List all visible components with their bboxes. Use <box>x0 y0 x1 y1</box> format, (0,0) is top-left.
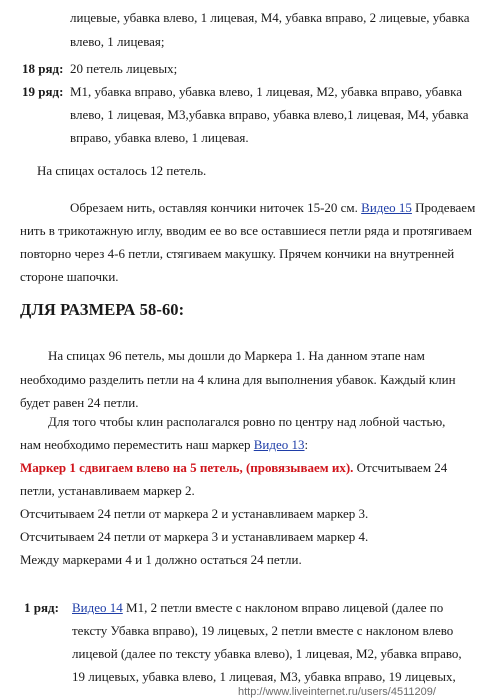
watermark-url: http://www.liveinternet.ru/users/4511209/ <box>238 686 436 698</box>
finish-line: повторно через 4-6 петли, стягиваем макушку. Прячем кончики на внутренней <box>20 246 455 261</box>
paragraph-line: будет равен 24 петли. <box>20 395 139 410</box>
remaining-stitches: На спицах осталось 12 петель. <box>37 163 207 178</box>
row-1-line: 19 лицевых, убавка влево, 1 лицевая, М3, убавка вправо, 19 лицевых, <box>72 669 456 684</box>
marker-text: Отсчитываем 24 <box>356 460 448 475</box>
count-line: Отсчитываем 24 петли от маркера 2 и устанавливаем маркер 3. <box>20 506 369 521</box>
video-15-link[interactable]: Видео 15 <box>361 200 412 215</box>
row-19-line: М1, убавка вправо, убавка влево, 1 лицевая, М2, убавка вправо, убавка <box>70 84 463 99</box>
marker-line-1 <box>20 460 447 476</box>
row-19-label: 19 ряд: <box>22 84 64 99</box>
row-18-label: 18 ряд: <box>22 61 64 76</box>
row-18-text: 20 петель лицевых; <box>70 61 178 76</box>
finish-text: Обрезаем нить, оставляя кончики ниточек 15-20 см. <box>70 200 358 215</box>
between-markers-line: Между маркерами 4 и 1 должно остаться 24 петли. <box>20 552 302 567</box>
row-1-text: М1, 2 петли вместе с наклоном вправо лицевой (далее по <box>126 600 444 615</box>
finish-line: нить в трикотажную иглу, вводим ее во все оставшиеся петли ряда и протягиваем <box>20 223 473 238</box>
count-line: Отсчитываем 24 петли от маркера 3 и устанавливаем маркер 4. <box>20 529 369 544</box>
top-block-line: влево, 1 лицевая; <box>70 34 165 49</box>
row-19-line: вправо, убавка влево, 1 лицевая. <box>70 130 249 145</box>
paragraph-text: : <box>304 437 309 452</box>
row-1-line: лицевой (далее по тексту убавка влево), 1 лицевая, М2, убавка вправо, <box>72 646 462 661</box>
finish-line: стороне шапочки. <box>20 269 119 284</box>
video-13-link[interactable]: Видео 13 <box>253 437 305 452</box>
video-14-link[interactable]: Видео 14 <box>72 600 123 615</box>
paragraph-line: необходимо разделить петли на 4 клина для выполнения убавок. Каждый клин <box>20 372 456 387</box>
row-1-label: 1 ряд: <box>24 600 59 615</box>
paragraph-line: Для того чтобы клин располагался ровно по центру над лобной частью, <box>48 414 446 429</box>
row-19-line: влево, 1 лицевая, М3,убавка вправо, убавка влево,1 лицевая, М4, убавка <box>70 107 469 122</box>
finish-text: Продеваем <box>415 200 476 215</box>
marker-instruction-red: Маркер 1 сдвигаем влево на 5 петель, (провязываем их). <box>20 460 354 475</box>
section-heading: ДЛЯ РАЗМЕРА 58-60: <box>20 300 185 319</box>
marker-line: петли, устанавливаем маркер 2. <box>20 483 195 498</box>
row-1-line-1 <box>72 600 443 616</box>
finish-line-1 <box>70 200 475 216</box>
top-block-line: лицевые, убавка влево, 1 лицевая, М4, убавка вправо, 2 лицевые, убавка <box>70 10 470 25</box>
paragraph-line: На спицах 96 петель, мы дошли до Маркера 1. На данном этапе нам <box>48 348 425 363</box>
paragraph-text: нам необходимо переместить наш маркер <box>20 437 251 452</box>
row-1-line: тексту Убавка вправо), 19 лицевых, 2 петли вместе с наклоном влево <box>72 623 454 638</box>
paragraph-line-with-link <box>20 437 308 453</box>
